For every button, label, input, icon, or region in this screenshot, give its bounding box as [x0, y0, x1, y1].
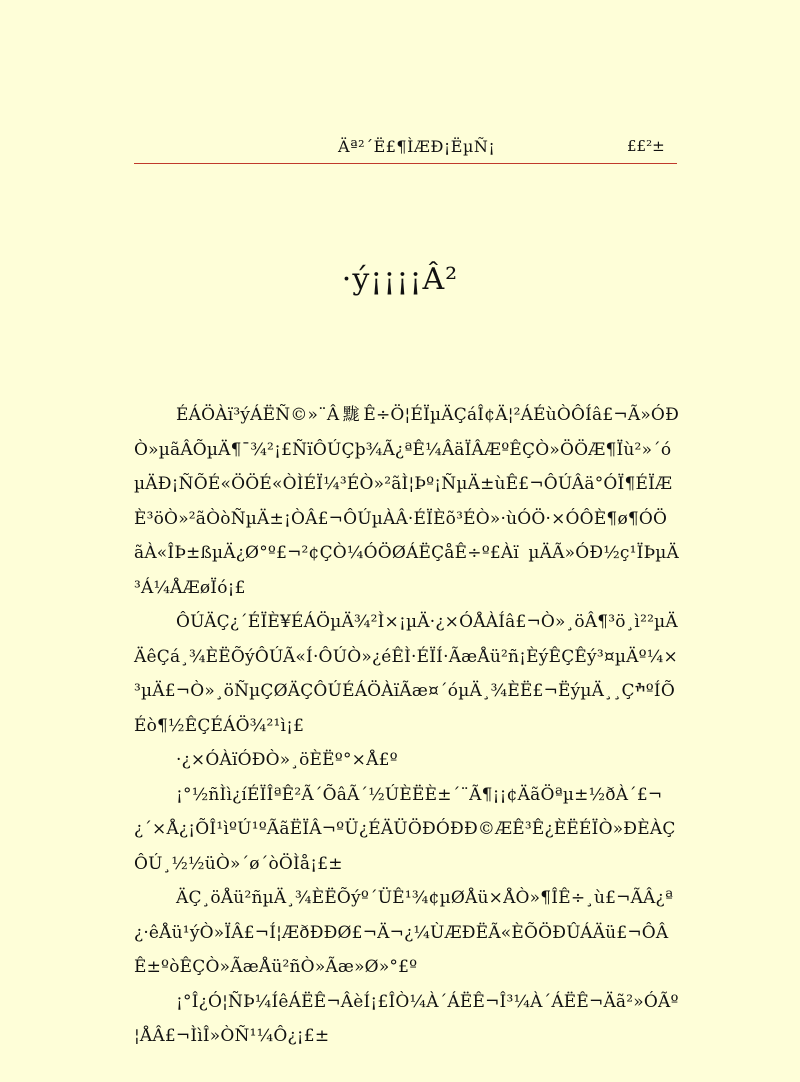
- paragraph: ·¿×ÓÀïÓÐÒ»¸öÈËº°×Å£º: [176, 750, 398, 770]
- paragraph: ÄÇ¸öÅü²ñµÄ¸¾ÈËÕýº´ÜÊ¹¾¢µØÅü×ÅÒ»¶ÎÊ÷¸ù£¬ÃÂ¿ª¿·êÅü¹ýÒ»ÏÂ£¬Í¦ÆðÐÐØ£¬Ä¬¿¼ÙÆÐËÃ«ÈÕÖÐÛÁÄü£¬ÔÂÊ±ºòÊÇÒ»ÃæÅü²ñÒ»Ãæ»Ø»°£º: [134, 888, 674, 977]
- paragraph: ÔÚÄÇ¿´ÉÏÈ¥ÉÁÖµÄ¾²Ì×¡µÄ·¿×ÓÅÀÍâ£¬Ò»¸öÂ¶³ö¸ì²²µÄÄêÇá¸¾ÈËÕýÔÚÃ«Í·ÔÚÒ»¿éÊÌ·ÉÏÍ·ÃæÅü²ñ¡ÈýÊÇÊý³¤µÄº¼×³µÄ£¬Ò»¸öÑµÇØÄÇÔÚÉÁÖÀïÃæ¤´óµÄ¸¾ÈË£¬ËýµÄ¸¸ÇׯºÍÕÉò¶½ÊÇÉÁÖ¾²¹ì¡£: [134, 612, 678, 736]
- header-rule: [134, 163, 677, 164]
- paragraph: ÉÁÖÀï³ýÁËÑ©»¨Â䵨Ê÷Ö¦ÉÏµÄÇáÎ¢Ä¦²ÁÉùÒÔÍâ£¬Ã»ÓÐÒ»µãÂÕµÄ¶¯¾²¡£ÑïÔÚÇþ¾Ã¿ªÊ¼ÂäÏÂÆºÊÇÒ»ÖÖÆ¶Ïù²»´óµÄÐ¡ÑÕÉ«ÖÖÉ«ÒÌÉÏ¼³ÉÒ»²ãÌ¦Þº¡ÑµÄ±ùÊ£¬ÔÚÂä°ÓÏ¶ÉÏÆÈ³öÒ»²ãÒòÑµÄ±¡ÒÂ£¬ÔÚµÀÂ·ÉÏÈõ³ÉÒ»·ùÓÖ·×ÓÔÈ¶ø¶ÓÖ ãÀ«ÎÞ±ßµÄ¿Ø°º£¬²¢ÇÒ¼ÓÖØÁËÇåÊ÷º£Àï µÄÃ»ÓÐ½ç¹ÏÞµÄ³Á¼ÅÆøÏó¡£: [134, 405, 679, 598]
- chapter-title: ·ý¡¡¡¡Â²: [341, 262, 459, 297]
- paragraph: ¡°Î¿Ó¦ÑÞ¼ÍêÁËÊ¬ÂèÍ¡£ÎÒ¼À´ÁËÊ¬Î³¼À´ÁËÊ¬Äã²»ÓÃº¦ÅÂ£¬ÌìÎ»ÒÑ¹¼Ô¿¡£±: [134, 991, 679, 1046]
- page-number: ££²±: [627, 137, 665, 155]
- body-text: [134, 398, 679, 1054]
- paragraph: ¡°½ñÌì¿íÉÏÎªÊ²Ã´ÕâÃ´½ÚÈËÈ±´¨Ã¶¡¡¢ÄãÖªµ±½ðÀ´£¬¿´×Å¿¡ÕÎ¹ìºÚ¹ºÃãËÏÂ¬ºÜ¿ÉÄÜÖÐÓÐÐ©ÆÊ³Ê¿ÈËÉÏÒ»ÐÈÀÇÔÚ¸½½üÒ»´ø´òÖÌå¡£±: [134, 784, 676, 874]
- running-title: Äª²´Ë£¶ÌÆÐ¡ËµÑ¡: [338, 137, 496, 156]
